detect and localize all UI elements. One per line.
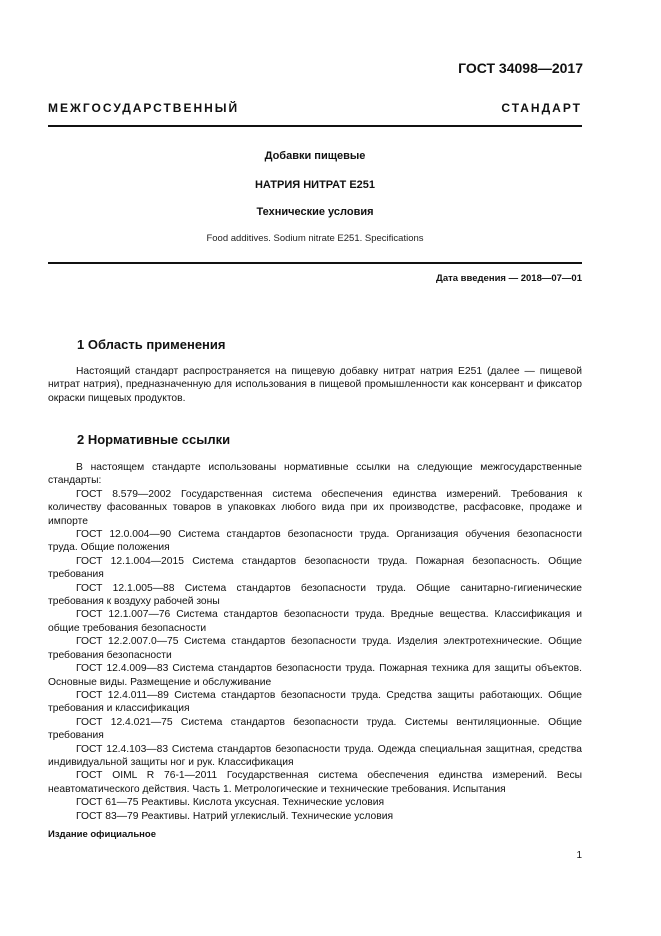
title-line-1: Добавки пищевые bbox=[264, 150, 366, 162]
reference-item: ГОСТ 12.1.004—2015 Система стандартов безопасности труда. Пожарная безопасность. Общие требования bbox=[48, 555, 582, 581]
title-english: Food additives. Sodium nitrate E251. Specifications bbox=[206, 233, 424, 244]
reference-item: ГОСТ 12.1.005—88 Система стандартов безопасности труда. Общие санитарно-гигиенические требования к воздуху рабочей зоны bbox=[48, 582, 582, 608]
interstate-standard-banner: МЕЖГОСУДАРСТВЕННЫЙ СТАНДАРТ bbox=[48, 101, 582, 115]
reference-item: ГОСТ 8.579—2002 Государственная система обеспечения единства измерений. Требования к количеству фасованных товаров в упаковках любого вида при их производстве, расфасовке, продаже и импорте bbox=[48, 488, 582, 527]
title-divider bbox=[48, 262, 582, 264]
section-1-paragraph: Настоящий стандарт распространяется на пищевую добавку нитрат натрия Е251 (далее — пищевой нитрат натрия), предназначенную для использования в пищевой промышленности как консервант и фиксатор окраски пищевых продуктов. bbox=[48, 366, 582, 404]
reference-item: ГОСТ OIML R 76-1—2011 Государственная система обеспечения единства измерений. Весы неавтоматического действия. Часть 1. Метрологические и технические требования. Испытания bbox=[48, 770, 582, 795]
section-1-heading: 1 Область применения bbox=[77, 337, 226, 352]
top-divider bbox=[48, 125, 582, 127]
reference-item: ГОСТ 12.2.007.0—75 Система стандартов безопасности труда. Изделия электротехнические. Общие требования безопасности bbox=[48, 636, 582, 661]
page-number: 1 bbox=[576, 850, 582, 861]
reference-item: ГОСТ 61—75 Реактивы. Кислота уксусная. Технические условия bbox=[76, 797, 385, 809]
standard-number: ГОСТ 34098—2017 bbox=[458, 60, 583, 76]
reference-item: ГОСТ 12.1.007—76 Система стандартов безопасности труда. Вредные вещества. Классификация и общие требования безопасности bbox=[48, 609, 582, 634]
section-1-body bbox=[48, 365, 582, 405]
introduction-date: Дата введения — 2018—07—01 bbox=[436, 273, 582, 284]
reference-item: ГОСТ 83—79 Реактивы. Натрий углекислый. Технические условия bbox=[76, 810, 394, 822]
reference-item: ГОСТ 12.4.021—75 Система стандартов безопасности труда. Системы вентиляционные. Общие требования bbox=[48, 716, 582, 742]
official-edition-label: Издание официальное bbox=[48, 829, 156, 840]
reference-item: ГОСТ 12.4.011—89 Система стандартов безопасности труда. Средства защиты работающих. Общие требования и классификация bbox=[48, 689, 582, 715]
reference-item: ГОСТ 12.4.009—83 Система стандартов безопасности труда. Пожарная техника для защиты объектов. Основные виды. Размещение и обслуживание bbox=[48, 663, 582, 688]
section-2-intro: В настоящем стандарте использованы нормативные ссылки на следующие межгосударственные стандарты: bbox=[48, 462, 582, 487]
section-2-heading: 2 Нормативные ссылки bbox=[77, 432, 231, 447]
section-2-body bbox=[48, 461, 582, 823]
reference-item: ГОСТ 12.4.103—83 Система стандартов безопасности труда. Одежда специальная защитная, средства индивидуальной защиты ног и рук. Классификация bbox=[48, 743, 582, 768]
title-line-3: Технические условия bbox=[256, 206, 374, 218]
reference-item: ГОСТ 12.0.004—90 Система стандартов безопасности труда. Организация обучения безопасности труда. Общие положения bbox=[48, 529, 582, 554]
title-line-2: НАТРИЯ НИТРАТ Е251 bbox=[254, 179, 376, 191]
